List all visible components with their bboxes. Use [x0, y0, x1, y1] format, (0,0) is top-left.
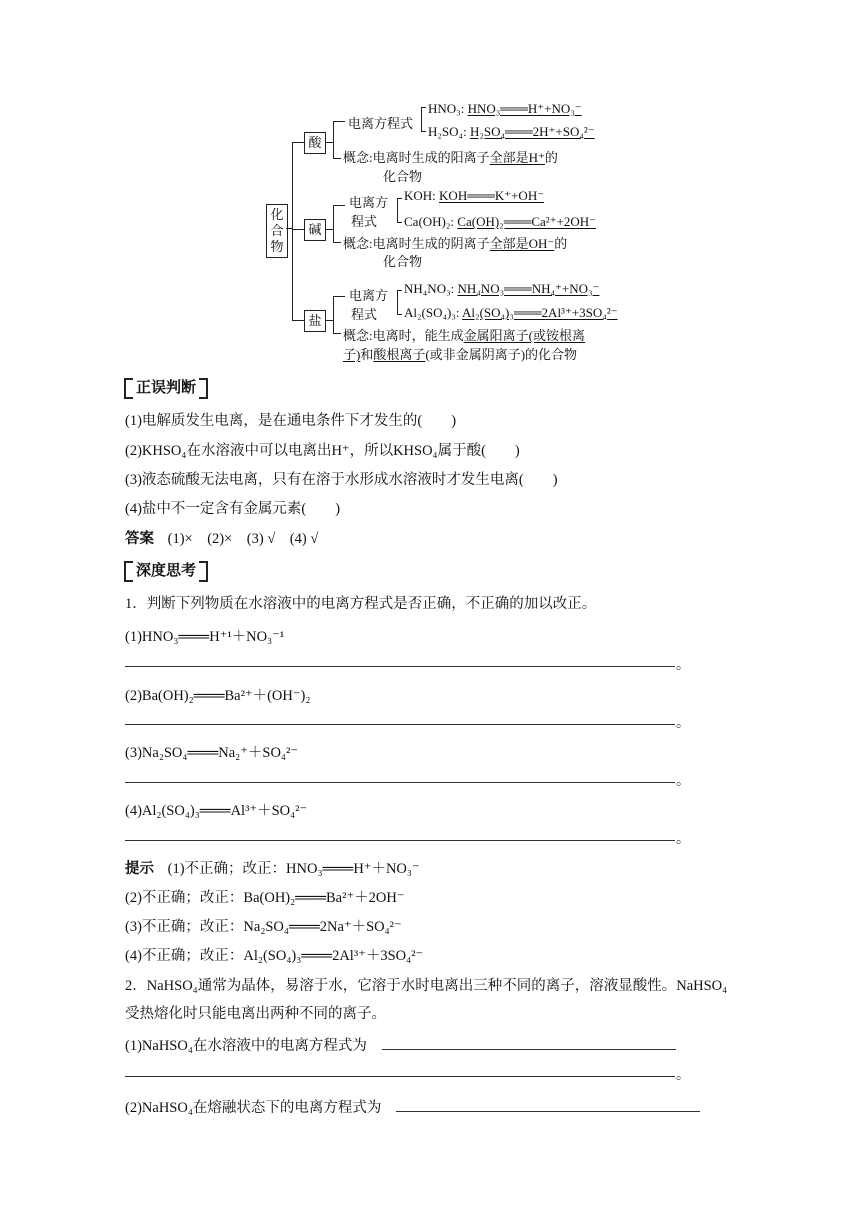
acid-eq1-name: HNO₃: [428, 101, 461, 116]
judge-item-4: (4)盐中不一定含有金属元素( ): [125, 501, 341, 517]
judge-item-3: (3)液态硫酸无法电离，只有在溶于水形成水溶液时才发生电离( ): [125, 472, 558, 488]
q2-part-2: (2)NaHSO₄在熔融状态下的电离方程式为: [125, 1100, 382, 1116]
hint-1: [125, 857, 420, 878]
think-section-title: [124, 559, 208, 582]
salt-eq1-name: NH₄NO₃: [404, 281, 451, 296]
base-concept-prefix: 概念:电离时生成的阴离子: [343, 236, 490, 251]
base-eq2-name: Ca(OH)₂: [404, 214, 451, 229]
salt-concept-a: 概念:电离时，能生成: [343, 328, 464, 343]
acid-eq2-name: H₂SO₄: [428, 124, 464, 139]
acid-concept-prefix: 概念:电离时生成的阳离子: [343, 150, 490, 165]
base-eq-label-1: 电离方: [349, 195, 389, 210]
acid-box: 酸: [304, 132, 326, 154]
hint-1-text: (1)不正确；改正：HNO₃═══H⁺＋NO₃⁻: [167, 861, 420, 877]
q1-item-4: (4)Al₂(SO₄)₃═══Al³⁺＋SO₄²⁻: [125, 803, 308, 819]
judge-title-text: 正误判断: [136, 380, 197, 396]
salt-concept-underlined-1: 金属阳离子(或铵根离: [463, 328, 585, 343]
salt-concept: [343, 325, 585, 344]
hint-label: 提示: [125, 861, 154, 877]
answer-text: (1)× (2)× (3) √ (4) √: [167, 531, 319, 547]
acid-concept-line2: 化合物: [383, 169, 423, 184]
salt-eq2: Al₂(SO₄)₃: Al₂(SO₄)₃═══2Al³⁺+3SO₄²⁻: [404, 305, 618, 320]
question-2-line1: 2．NaHSO₄通常为晶体，易溶于水，它溶于水时电离出三种不同的离子，溶液显酸性。NaHSO₄: [125, 978, 728, 994]
answer-line-1[interactable]: [125, 666, 675, 667]
salt-concept-c: (或非金属阴离子)的化合物: [425, 347, 578, 362]
salt-concept-line2: [343, 344, 577, 363]
base-eq1: KOH: KOH═══K⁺+OH⁻: [404, 188, 545, 203]
acid-eq1-formula: HNO₃═══H⁺+NO₃⁻: [467, 101, 582, 116]
salt-concept-underlined-1b: 子): [343, 347, 361, 362]
answer-line-2[interactable]: [125, 724, 675, 725]
answer-line-4[interactable]: [125, 840, 675, 841]
base-eq-label-2: 程式: [351, 214, 378, 229]
judge-section-title: [124, 376, 208, 399]
acid-eq2-formula: H₂SO₄═══2H⁺+SO₄²⁻: [469, 124, 595, 139]
judge-item-2: (2)KHSO₄在水溶液中可以电离出H⁺，所以KHSO₄属于酸( ): [125, 443, 520, 459]
base-eq1-name: KOH: [404, 188, 433, 203]
salt-eq1: NH₄NO₃: NH₄NO₃═══NH₄⁺+NO₃⁻: [404, 281, 600, 296]
answer-line-q2a[interactable]: [382, 1049, 676, 1050]
hint-3: (3)不正确；改正：Na₂SO₄═══2Na⁺＋SO₄²⁻: [125, 919, 402, 935]
period-5: 。: [676, 1068, 690, 1083]
answer-line-q2a-2[interactable]: [125, 1076, 675, 1077]
salt-concept-underlined-2: 酸根离子: [373, 347, 426, 362]
question-1: 1．判断下列物质在水溶液中的电离方程式是否正确，不正确的加以改正。: [125, 596, 597, 612]
base-eq2-formula: Ca(OH)₂═══Ca²⁺+2OH⁻: [457, 214, 597, 229]
salt-eq2-name: Al₂(SO₄)₃: [404, 305, 456, 320]
hint-2: (2)不正确；改正：Ba(OH)₂═══Ba²⁺＋2OH⁻: [125, 890, 405, 906]
acid-eq1: HNO₃: HNO₃═══H⁺+NO₃⁻: [428, 101, 582, 116]
q1-item-2: (2)Ba(OH)₂═══Ba²⁺＋(OH⁻)₂: [125, 688, 311, 704]
base-concept: [343, 233, 567, 252]
base-concept-underlined: 全部是OH⁻: [489, 236, 555, 251]
think-title-text: 深度思考: [136, 563, 197, 579]
base-eq2: Ca(OH)₂: Ca(OH)₂═══Ca²⁺+2OH⁻: [404, 214, 597, 229]
acid-concept-suffix: 的: [544, 150, 558, 165]
answer-label: 答案: [125, 531, 154, 547]
period-4: 。: [676, 832, 690, 847]
acid-eq-label: 电离方程式: [348, 116, 414, 131]
judge-answer: [125, 527, 318, 548]
root-box: 化合物: [266, 204, 288, 258]
period-3: 。: [676, 774, 690, 789]
salt-eq2-formula: Al₂(SO₄)₃═══2Al³⁺+3SO₄²⁻: [462, 305, 618, 320]
base-eq1-formula: KOH═══K⁺+OH⁻: [439, 188, 545, 203]
salt-eq-label-2: 程式: [351, 307, 378, 322]
period-1: 。: [676, 658, 690, 673]
base-box: 碱: [304, 219, 326, 241]
period-2: 。: [676, 716, 690, 731]
acid-concept: [343, 147, 558, 166]
answer-line-3[interactable]: [125, 782, 675, 783]
base-concept-suffix: 的: [554, 236, 568, 251]
hint-4: (4)不正确；改正：Al₂(SO₄)₃═══2Al³⁺＋3SO₄²⁻: [125, 948, 424, 964]
acid-eq2: H₂SO₄: H₂SO₄═══2H⁺+SO₄²⁻: [428, 124, 595, 139]
salt-eq-label-1: 电离方: [349, 288, 389, 303]
acid-concept-underlined: 全部是H⁺: [489, 150, 545, 165]
judge-item-1: (1)电解质发生电离，是在通电条件下才发生的( ): [125, 413, 457, 429]
q1-item-1: (1)HNO₃═══H⁺¹＋NO₃⁻¹: [125, 629, 285, 645]
salt-concept-b: 和: [360, 347, 374, 362]
question-2-line2: 受热熔化时只能电离出两种不同的离子。: [125, 1006, 386, 1022]
base-concept-line2: 化合物: [383, 254, 423, 269]
q1-item-3: (3)Na₂SO₄═══Na₂⁺＋SO₄²⁻: [125, 745, 298, 761]
salt-box: 盐: [304, 310, 326, 332]
q2-part-1: (1)NaHSO₄在水溶液中的电离方程式为: [125, 1038, 367, 1054]
answer-line-q2b[interactable]: [396, 1111, 700, 1112]
salt-eq1-formula: NH₄NO₃═══NH₄⁺+NO₃⁻: [457, 281, 600, 296]
